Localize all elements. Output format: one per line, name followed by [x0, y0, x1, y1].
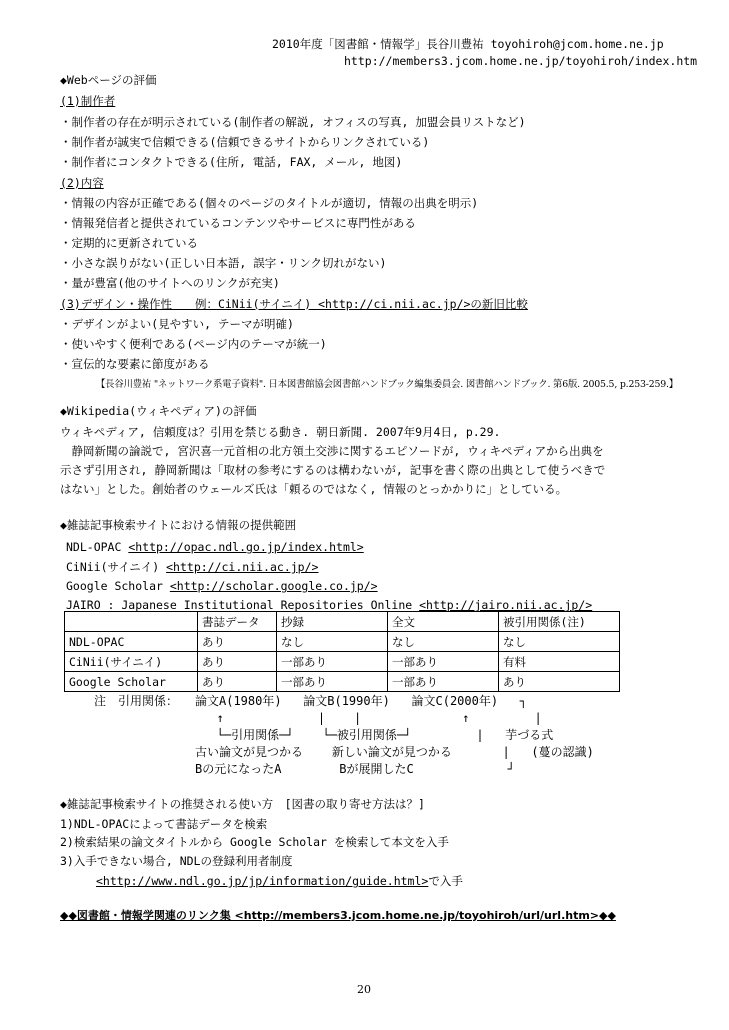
web-section-2: (2)内容 — [60, 176, 104, 190]
note-diagram-row: 古い論文が見つかる 新しい論文が見つかる | (蔓の認識) — [195, 745, 594, 759]
wiki-line: 静岡新聞の論説で, 宮沢喜一元首相の北方領土交渉に関するエピソードが, ウィキペディアから出典を — [60, 444, 604, 458]
site-name: JAIRO : Japanese Institutional Repositories Online — [66, 598, 420, 612]
table-cell: なし — [277, 632, 388, 652]
recommend-step: 2)検索結果の論文タイトルから Google Scholar を検索して本文を入手 — [60, 835, 449, 849]
table-header-cell: 抄録 — [277, 612, 388, 632]
table-cell: 有料 — [499, 652, 620, 672]
table-cell: Google Scholar — [65, 672, 198, 692]
site-row — [66, 539, 364, 555]
web-s1-item: ・制作者が誠実で信頼できる(信頼できるサイトからリンクされている) — [60, 135, 430, 149]
web-s2-item: ・小さな誤りがない(正しい日本語, 誤字・リンク切れがない) — [60, 256, 387, 270]
table-row — [65, 652, 620, 672]
site-name: NDL-OPAC — [66, 540, 129, 554]
site-row — [66, 559, 318, 575]
web-s3-prefix: (3)デザイン・操作性 例：CiNii(サイニイ) — [60, 297, 319, 311]
links-collection[interactable]: ◆◆図書館・情報学関連のリンク集 <http://members3.jcom.home.ne.jp/toyohiroh/url/url.htm>◆◆ — [60, 909, 616, 922]
web-s3-item: ・使いやすく便利である(ページ内のテーマが統一) — [60, 337, 327, 351]
search-heading: ◆雑誌記事検索サイトにおける情報の提供範囲 — [60, 518, 297, 532]
web-s3-item: ・デザインがよい(見やすい, テーマが明確) — [60, 317, 294, 331]
table-cell: なし — [499, 632, 620, 652]
ndl-guide-row — [96, 873, 463, 889]
table-cell: 一部あり — [277, 672, 388, 692]
web-s1-item: ・制作者にコンタクトできる(住所, 電話, FAX, メール, 地図) — [60, 155, 403, 169]
ndl-opac-link[interactable]: <http://opac.ndl.go.jp/index.html> — [128, 540, 364, 554]
wiki-heading: ◆Wikipedia(ウィキペディア)の評価 — [60, 404, 257, 418]
header-url[interactable]: http://members3.jcom.home.ne.jp/toyohiroh/index.htm — [344, 54, 698, 68]
site-row — [66, 578, 378, 594]
web-s3-suffix: の新旧比較 — [470, 297, 528, 311]
web-section-1: (1)制作者 — [60, 94, 116, 108]
note-diagram-row: └─引用関係─┘ └─被引用関係─┘ | 芋づる式 — [195, 728, 554, 742]
table-cell: あり — [499, 672, 620, 692]
header-line-1: 2010年度「図書館・情報学」長谷川豊祐 toyohiroh@jcom.home.ne.jp — [272, 37, 664, 51]
recommend-step: 1)NDL-OPACによって書誌データを検索 — [60, 817, 268, 831]
table-row — [65, 672, 620, 692]
recommend-step: 3)入手できない場合, NDLの登録利用者制度 — [60, 854, 293, 868]
page-number: 20 — [357, 983, 371, 996]
web-section-3 — [60, 296, 528, 312]
note-diagram-row: Bの元になったA Bが展開したC ┘ — [195, 762, 515, 776]
table-header-cell: 書誌データ — [198, 612, 277, 632]
table-row — [65, 632, 620, 652]
table-cell: CiNii(サイニイ) — [65, 652, 198, 672]
google-scholar-link[interactable]: <http://scholar.google.co.jp/> — [169, 579, 378, 593]
wiki-line: 示さず引用され, 静岡新聞は「取材の参考にするのは構わないが, 記事を書く際の出典として使うべきで — [60, 463, 606, 477]
table-cell: あり — [198, 632, 277, 652]
note-diagram-row: 論文A(1980年) 論文B(1990年) 論文C(2000年) ┐ — [195, 694, 527, 708]
table-header-cell: 全文 — [388, 612, 499, 632]
table-cell: あり — [198, 672, 277, 692]
note-label: 注 引用関係： — [94, 694, 179, 708]
citation: 【長谷川豊祐 "ネットワーク系電子資料". 日本図書館協会図書館ハンドブック編集委員会. 図書館ハンドブック. 第6版. 2005.5, p.253-259.】 — [96, 379, 678, 390]
web-s2-item: ・情報の内容が正確である(個々のページのタイトルが適切, 情報の出典を明示) — [60, 196, 479, 210]
web-s2-item: ・定期的に更新されている — [60, 236, 198, 250]
cinii-site-link[interactable]: <http://ci.nii.ac.jp/> — [166, 560, 319, 574]
table-cell: 一部あり — [388, 652, 499, 672]
ndl-guide-suffix: で入手 — [428, 874, 463, 888]
web-s2-item: ・量が豊富(他のサイトへのリンクが充実) — [60, 276, 280, 290]
site-name: Google Scholar — [66, 579, 170, 593]
table-header-row — [65, 612, 620, 632]
web-s2-item: ・情報発信者と提供されているコンテンツやサービスに専門性がある — [60, 216, 416, 230]
note-diagram-row: ↑ | | ↑ | — [195, 711, 542, 725]
table-cell: あり — [198, 652, 277, 672]
ndl-guide-link[interactable]: <http://www.ndl.go.jp/jp/information/guide.html> — [96, 874, 429, 888]
jairo-link[interactable]: <http://jairo.nii.ac.jp/> — [419, 598, 593, 612]
coverage-table — [64, 611, 620, 692]
recommend-heading: ◆雑誌記事検索サイトの推奨される使い方 [図書の取り寄せ方法は？] — [60, 797, 425, 811]
web-s3-item: ・宣伝的な要素に節度がある — [60, 357, 210, 371]
web-s1-item: ・制作者の存在が明示されている(制作者の解説, オフィスの写真, 加盟会員リストなど) — [60, 115, 526, 129]
site-name: CiNii(サイニイ) — [66, 560, 167, 574]
cinii-link[interactable]: <http://ci.nii.ac.jp/> — [318, 297, 471, 311]
table-cell: 一部あり — [277, 652, 388, 672]
table-cell: NDL-OPAC — [65, 632, 198, 652]
table-cell: 一部あり — [388, 672, 499, 692]
table-cell: なし — [388, 632, 499, 652]
table-header-cell: 被引用関係(注) — [499, 612, 620, 632]
table-header-cell — [65, 612, 198, 632]
wiki-line: はない」とした。創始者のウェールズ氏は「頼るのではなく, 情報のとっかかりに」としている。 — [60, 482, 568, 496]
wiki-line: ウィキペディア, 信頼度は？引用を禁じる動き. 朝日新聞. 2007年9月4日, p.29. — [60, 425, 501, 439]
web-heading: ◆Webページの評価 — [60, 73, 157, 87]
